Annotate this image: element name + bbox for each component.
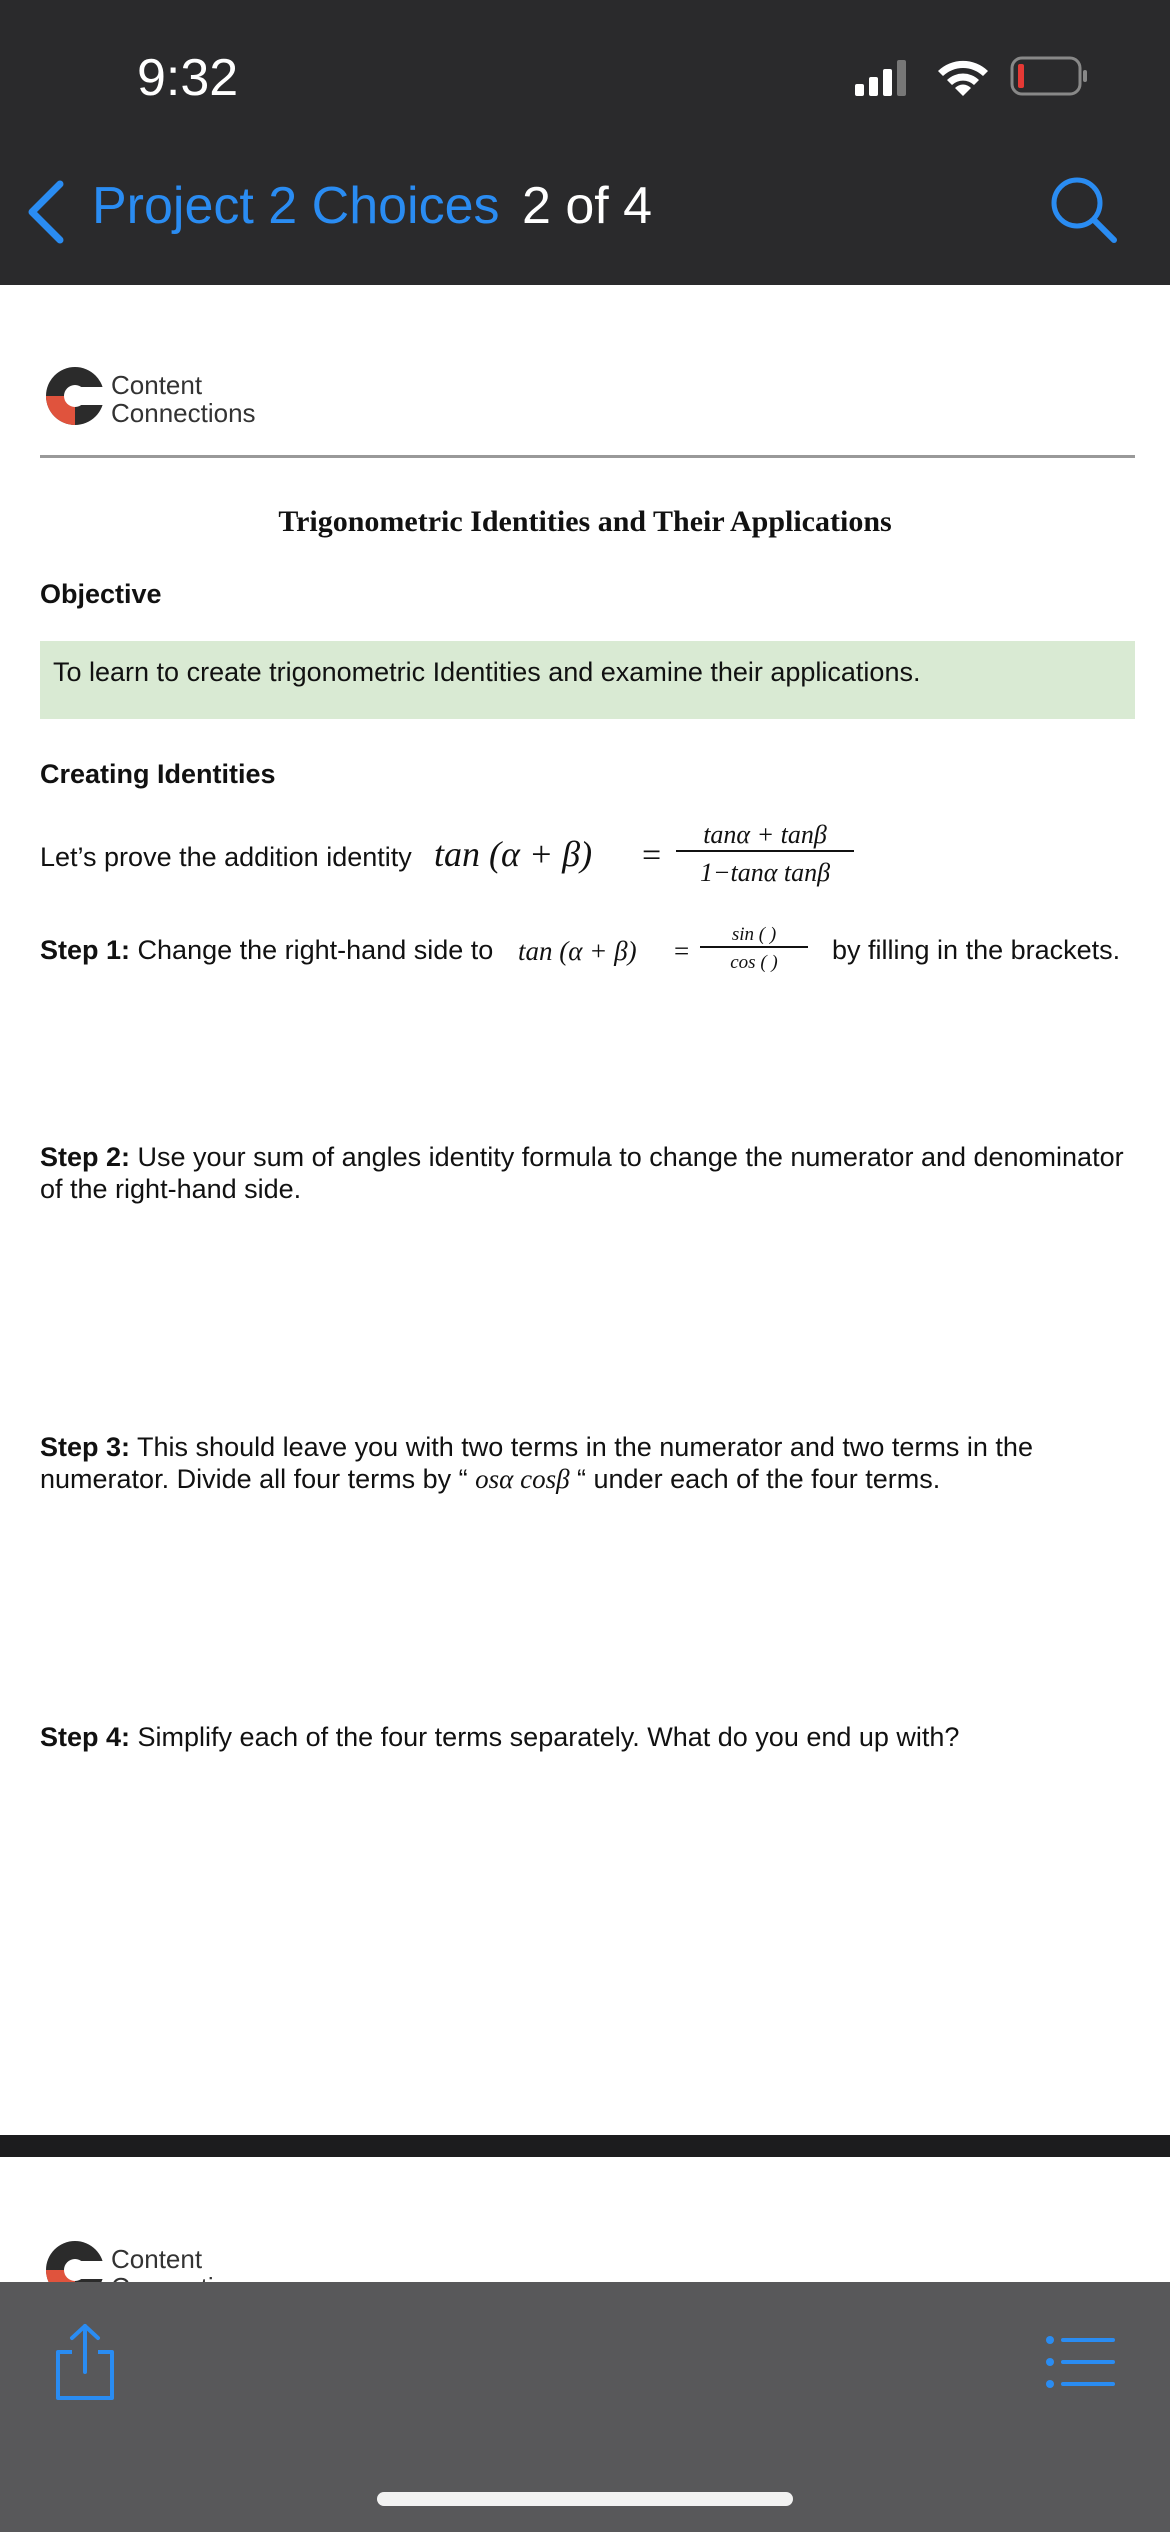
logo-line-1: Content [111, 370, 203, 400]
document-title: Trigonometric Identities and Their Applications [278, 505, 892, 538]
step-1-label: Step 1: [40, 935, 131, 965]
next-logo-line-1: Content [111, 2244, 203, 2274]
document-page[interactable] [0, 285, 1170, 2135]
prove-fraction [676, 820, 854, 888]
step-3-math: osα cosβ [475, 1464, 570, 1494]
nav-bar [0, 150, 1170, 275]
step-1-equals: = [674, 936, 690, 966]
logo-line-2: Connections [111, 398, 256, 428]
share-icon[interactable] [52, 2322, 118, 2402]
step-1-body: Change the right-hand side to [130, 935, 494, 965]
creating-identities-heading: Creating Identities [40, 759, 276, 789]
prove-line [40, 842, 412, 873]
status-time: 9:32 [137, 49, 239, 107]
prove-lhs: tan (α + β) [434, 834, 593, 874]
step-1-numerator: sin ( ) [700, 924, 808, 948]
step-2-text [40, 1141, 1130, 1205]
status-bar [0, 0, 1170, 150]
battery-low-icon [1010, 56, 1088, 96]
header-rule [40, 455, 1135, 458]
step-3-text [40, 1431, 1130, 1495]
prove-numerator: tanα + tanβ [676, 820, 854, 852]
wifi-icon [935, 58, 991, 98]
step-1-text [40, 935, 493, 966]
page-divider [0, 2135, 1170, 2157]
step-4-text [40, 1721, 1130, 1753]
next-document-page[interactable] [0, 2157, 1170, 2282]
objective-text: To learn to create trigonometric Identities and examine their applications. [53, 657, 921, 687]
prove-equals: = [642, 837, 662, 874]
step-3-body-b: “ under each of the four terms. [569, 1464, 941, 1494]
objective-heading: Objective [40, 579, 162, 609]
back-button[interactable]: Project 2 Choices [92, 177, 500, 235]
cellular-signal-icon [855, 60, 915, 96]
home-indicator[interactable] [377, 2492, 793, 2506]
step-3-body-a: This should leave you with two terms in the numerator and two terms in the numerator. Divide all four terms by “ [40, 1432, 1033, 1494]
back-chevron-icon[interactable] [26, 180, 66, 244]
objective-box [40, 641, 1135, 719]
prove-denominator: 1−tanα tanβ [699, 858, 831, 887]
step-2-body: Use your sum of angles identity formula to change the numerator and denominator of the right-hand side. [40, 1142, 1124, 1204]
step-1-denominator: cos ( ) [730, 952, 778, 973]
step-4-label: Step 4: [40, 1722, 131, 1752]
list-icon[interactable] [1045, 2334, 1115, 2390]
step-3-label: Step 3: [40, 1432, 131, 1462]
step-1-fraction [700, 924, 808, 974]
step-1-lhs: tan (α + β) [518, 936, 637, 966]
page-count: 2 of 4 [522, 177, 653, 235]
logo-text [111, 371, 256, 427]
bottom-toolbar [0, 2282, 1170, 2532]
search-icon[interactable] [1048, 174, 1118, 244]
content-connections-logo-icon [44, 365, 106, 427]
step-4-body: Simplify each of the four terms separately. What do you end up with? [130, 1722, 960, 1752]
prove-text: Let’s prove the addition identity [40, 842, 412, 872]
step-1-tail: by filling in the brackets. [832, 935, 1121, 965]
step-2-label: Step 2: [40, 1142, 131, 1172]
